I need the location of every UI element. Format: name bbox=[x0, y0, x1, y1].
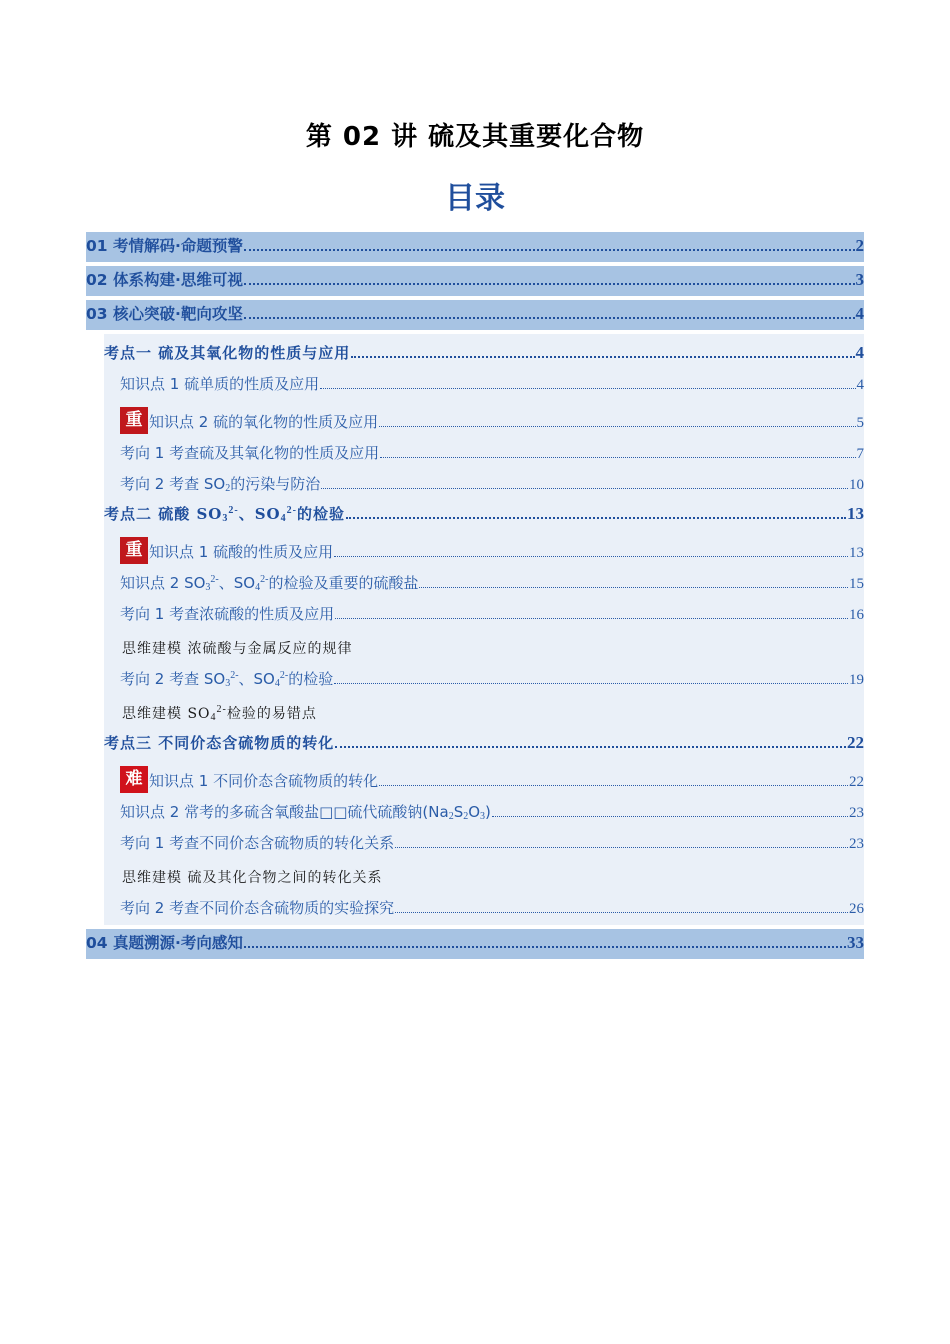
toc-label: 知识点 1 硫单质的性质及应用 bbox=[120, 375, 320, 393]
toc-page: 4 bbox=[856, 377, 864, 393]
toc-direction-2-1[interactable] bbox=[104, 598, 864, 629]
label-part: 、SO bbox=[238, 670, 275, 688]
section-03-subentries bbox=[104, 334, 864, 925]
label-part: 的污染与防治 bbox=[230, 475, 321, 493]
dot-leader bbox=[395, 911, 848, 913]
toc-knowledge-3-2[interactable] bbox=[104, 796, 864, 827]
toc-knowledge-2-2[interactable] bbox=[104, 567, 864, 598]
toc-label: 思维建模 浓硫酸与金属反应的规律 bbox=[122, 641, 353, 657]
toc-label bbox=[104, 503, 345, 524]
subscript: 3 bbox=[222, 513, 229, 524]
toc-section-02[interactable] bbox=[86, 266, 864, 296]
toc-label: 考向 1 考查不同价态含硫物质的转化关系 bbox=[120, 834, 395, 852]
toc-knowledge-3-1[interactable] bbox=[104, 758, 864, 796]
toc-label: 03 核心突破·靶向攻坚 bbox=[86, 305, 243, 323]
subscript: 2 bbox=[225, 483, 231, 494]
toc-heading: 目录 bbox=[445, 181, 505, 216]
table-of-contents bbox=[86, 232, 864, 963]
toc-knowledge-2-1[interactable] bbox=[104, 529, 864, 567]
dot-leader bbox=[334, 555, 848, 557]
toc-page: 4 bbox=[855, 343, 864, 362]
toc-label bbox=[120, 572, 418, 593]
toc-label: 考点三 不同价态含硫物质的转化 bbox=[104, 734, 335, 752]
toc-page: 7 bbox=[856, 446, 864, 462]
superscript: 2- bbox=[286, 505, 297, 516]
toc-page: 23 bbox=[849, 836, 864, 852]
document-title: 第 02 讲 硫及其重要化合物 bbox=[305, 122, 645, 152]
label-part: O bbox=[468, 803, 481, 821]
label-part: 思维建模 SO bbox=[122, 706, 211, 722]
toc-thinking-model-2-2[interactable] bbox=[104, 694, 864, 728]
subscript: 4 bbox=[280, 513, 287, 524]
subscript: 2 bbox=[463, 811, 469, 822]
key-point-badge: 重 bbox=[120, 407, 148, 434]
toc-label: 04 真题溯源·考向感知 bbox=[86, 934, 243, 952]
toc-page: 3 bbox=[855, 270, 864, 289]
toc-page: 16 bbox=[849, 607, 864, 623]
toc-label bbox=[120, 405, 378, 432]
dot-leader bbox=[379, 784, 848, 786]
label-part: S bbox=[453, 803, 464, 821]
toc-direction-2-2[interactable] bbox=[104, 663, 864, 694]
superscript: 2- bbox=[228, 505, 239, 516]
superscript: 2- bbox=[279, 670, 289, 681]
toc-label: 考点一 硫及其氧化物的性质与应用 bbox=[104, 344, 351, 362]
dot-leader bbox=[320, 387, 855, 389]
subscript: 3 bbox=[480, 811, 486, 822]
label-part: 检验的易错点 bbox=[226, 706, 317, 722]
toc-section-04[interactable] bbox=[86, 929, 864, 959]
label-part: 、SO bbox=[218, 574, 256, 592]
toc-label: 思维建模 硫及其化合物之间的转化关系 bbox=[122, 870, 383, 886]
toc-page: 10 bbox=[849, 477, 864, 493]
dot-leader bbox=[335, 617, 848, 619]
dot-leader bbox=[334, 682, 848, 684]
toc-label: 考向 1 考查硫及其氧化物的性质及应用 bbox=[120, 444, 380, 462]
toc-label bbox=[120, 764, 378, 791]
label-part: 的检验 bbox=[288, 670, 334, 688]
toc-page: 5 bbox=[856, 415, 864, 431]
label-part: 考点二 硫酸 SO bbox=[104, 505, 223, 523]
label-part: 考向 2 考查 SO bbox=[120, 670, 226, 688]
toc-label bbox=[120, 668, 333, 689]
subscript: 4 bbox=[210, 712, 217, 723]
toc-knowledge-1-2[interactable] bbox=[104, 399, 864, 437]
dot-leader bbox=[321, 487, 848, 489]
label-part: 知识点 2 常考的多硫含氧酸盐□□硫代硫酸钠(Na bbox=[120, 803, 449, 821]
dot-leader bbox=[419, 586, 848, 588]
dot-leader bbox=[244, 282, 855, 285]
toc-label: 考向 1 考查浓硫酸的性质及应用 bbox=[120, 605, 335, 623]
toc-direction-3-2[interactable] bbox=[104, 892, 864, 923]
label-part: 考向 2 考查 SO bbox=[120, 475, 226, 493]
label-part: ) bbox=[485, 803, 491, 821]
toc-label bbox=[120, 801, 491, 822]
label-part: 、SO bbox=[238, 505, 281, 523]
subscript: 3 bbox=[225, 678, 231, 689]
superscript: 2- bbox=[230, 670, 239, 681]
toc-section-03[interactable] bbox=[86, 300, 864, 330]
label-part: 的检验 bbox=[296, 505, 345, 523]
toc-page: 26 bbox=[849, 901, 864, 917]
subscript: 4 bbox=[274, 678, 280, 689]
toc-page: 13 bbox=[847, 504, 864, 523]
toc-thinking-model-2-1[interactable] bbox=[104, 629, 864, 663]
toc-kaodian-1[interactable] bbox=[104, 338, 864, 368]
dot-leader bbox=[351, 355, 854, 358]
toc-page: 22 bbox=[847, 733, 864, 752]
toc-label: 02 体系构建·思维可视 bbox=[86, 271, 243, 289]
superscript: 2- bbox=[260, 574, 269, 585]
toc-page: 19 bbox=[849, 672, 864, 688]
toc-label-text: 知识点 1 硫酸的性质及应用 bbox=[149, 543, 334, 561]
toc-page: 15 bbox=[849, 576, 864, 592]
difficult-point-badge: 难 bbox=[120, 766, 148, 793]
toc-page: 4 bbox=[855, 304, 864, 323]
dot-leader bbox=[380, 456, 855, 458]
toc-label: 考向 2 考查不同价态含硫物质的实验探究 bbox=[120, 899, 395, 917]
dot-leader bbox=[244, 248, 855, 251]
toc-direction-3-1[interactable] bbox=[104, 827, 864, 858]
subscript: 2 bbox=[448, 811, 454, 822]
dot-leader bbox=[335, 745, 846, 748]
toc-page: 22 bbox=[849, 774, 864, 790]
toc-kaodian-2[interactable] bbox=[104, 499, 864, 529]
toc-label bbox=[120, 535, 333, 562]
toc-page: 23 bbox=[849, 805, 864, 821]
subscript: 4 bbox=[255, 582, 261, 593]
toc-label-text: 知识点 1 不同价态含硫物质的转化 bbox=[149, 772, 379, 790]
toc-label bbox=[120, 473, 320, 494]
label-part: 的检验及重要的硫酸盐 bbox=[268, 574, 419, 592]
toc-direction-1-2[interactable] bbox=[104, 468, 864, 499]
dot-leader bbox=[346, 516, 846, 519]
toc-kaodian-3[interactable] bbox=[104, 728, 864, 758]
toc-label: 01 考情解码·命题预警 bbox=[86, 237, 243, 255]
toc-page: 33 bbox=[847, 933, 864, 952]
dot-leader bbox=[379, 425, 855, 427]
superscript: 2- bbox=[216, 704, 227, 715]
dot-leader bbox=[244, 945, 846, 948]
toc-thinking-model-3-1[interactable] bbox=[104, 858, 864, 892]
toc-label-text: 知识点 2 硫的氧化物的性质及应用 bbox=[149, 413, 379, 431]
toc-page: 2 bbox=[855, 236, 864, 255]
key-point-badge: 重 bbox=[120, 537, 148, 564]
toc-label bbox=[122, 703, 317, 723]
toc-section-01[interactable] bbox=[86, 232, 864, 262]
toc-knowledge-1-1[interactable] bbox=[104, 368, 864, 399]
toc-page: 13 bbox=[849, 545, 864, 561]
label-part: 知识点 2 SO bbox=[120, 574, 206, 592]
toc-direction-1-1[interactable] bbox=[104, 437, 864, 468]
dot-leader bbox=[395, 846, 848, 848]
subscript: 3 bbox=[205, 582, 211, 593]
dot-leader bbox=[244, 316, 855, 319]
dot-leader bbox=[492, 815, 848, 817]
superscript: 2- bbox=[210, 574, 219, 585]
